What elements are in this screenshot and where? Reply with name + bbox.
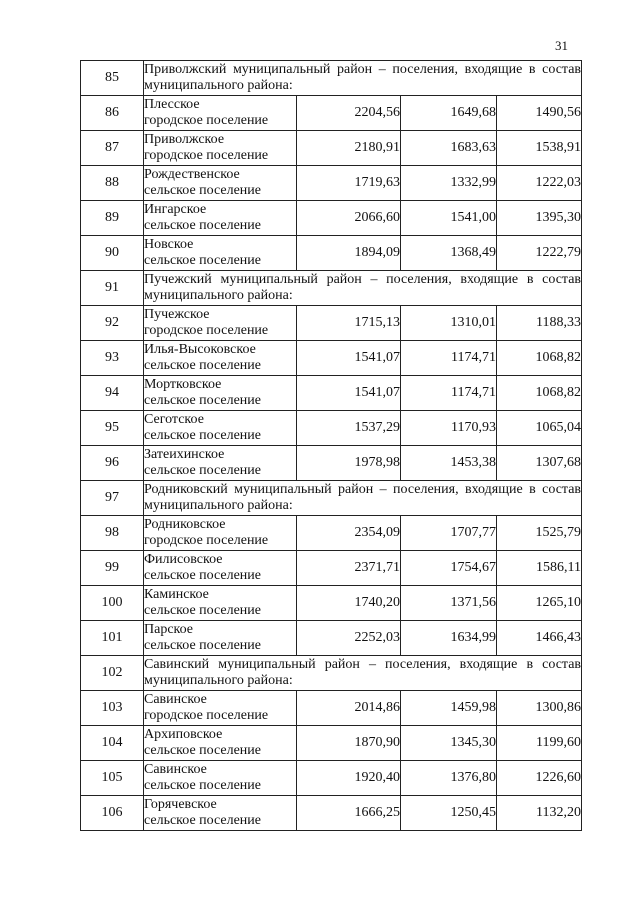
settlement-type: сельское поселение [144, 358, 261, 373]
value-col-1: 2180,91 [297, 131, 401, 166]
section-heading: Пучежский муниципальный район – поселения, входящие в состав муниципального района: [144, 271, 582, 306]
value-col-2: 1707,77 [401, 516, 497, 551]
table-row [81, 411, 582, 446]
row-number: 99 [81, 551, 144, 586]
settlement-title: Савинское [144, 762, 207, 777]
settlement-name [144, 306, 297, 341]
value-col-3: 1222,03 [497, 166, 582, 201]
settlement-name [144, 96, 297, 131]
settlement-title: Ингарское [144, 202, 207, 217]
value-col-1: 2066,60 [297, 201, 401, 236]
table-row [81, 131, 582, 166]
settlement-type: городское поселение [144, 533, 269, 548]
section-heading: Родниковский муниципальный район – поселения, входящие в состав муниципального района: [144, 481, 582, 516]
value-col-2: 1376,80 [401, 761, 497, 796]
row-number: 105 [81, 761, 144, 796]
value-col-1: 2371,71 [297, 551, 401, 586]
value-col-2: 1345,30 [401, 726, 497, 761]
settlement-name [144, 446, 297, 481]
value-col-3: 1199,60 [497, 726, 582, 761]
table-row [81, 166, 582, 201]
table-row [81, 201, 582, 236]
value-col-2: 1174,71 [401, 341, 497, 376]
settlement-type: городское поселение [144, 148, 269, 163]
settlement-name [144, 761, 297, 796]
table-row [81, 726, 582, 761]
settlement-title: Парское [144, 622, 194, 637]
row-number: 106 [81, 796, 144, 831]
value-col-1: 1870,90 [297, 726, 401, 761]
settlement-name [144, 236, 297, 271]
value-col-3: 1068,82 [497, 376, 582, 411]
row-number: 95 [81, 411, 144, 446]
value-col-3: 1525,79 [497, 516, 582, 551]
settlement-name [144, 166, 297, 201]
table-row [81, 691, 582, 726]
table-row [81, 236, 582, 271]
settlement-title: Плесское [144, 97, 200, 112]
value-col-2: 1250,45 [401, 796, 497, 831]
value-col-2: 1170,93 [401, 411, 497, 446]
settlement-type: сельское поселение [144, 568, 261, 583]
value-col-1: 2204,56 [297, 96, 401, 131]
row-number: 88 [81, 166, 144, 201]
settlement-type: сельское поселение [144, 603, 261, 618]
settlement-type: городское поселение [144, 113, 269, 128]
row-number: 94 [81, 376, 144, 411]
settlement-name [144, 621, 297, 656]
value-col-3: 1395,30 [497, 201, 582, 236]
section-row [81, 481, 582, 516]
row-number: 87 [81, 131, 144, 166]
value-col-3: 1307,68 [497, 446, 582, 481]
value-col-3: 1490,56 [497, 96, 582, 131]
row-number: 89 [81, 201, 144, 236]
settlement-type: городское поселение [144, 323, 269, 338]
value-col-1: 1920,40 [297, 761, 401, 796]
value-col-3: 1538,91 [497, 131, 582, 166]
row-number: 104 [81, 726, 144, 761]
settlement-type: сельское поселение [144, 813, 261, 828]
settlement-type: сельское поселение [144, 463, 261, 478]
value-col-2: 1649,68 [401, 96, 497, 131]
value-col-2: 1368,49 [401, 236, 497, 271]
settlement-title: Каминское [144, 587, 209, 602]
row-number: 98 [81, 516, 144, 551]
settlement-title: Пучежское [144, 307, 210, 322]
row-number: 103 [81, 691, 144, 726]
settlement-name [144, 411, 297, 446]
table-row [81, 96, 582, 131]
settlement-name [144, 131, 297, 166]
table-row [81, 796, 582, 831]
value-col-1: 1715,13 [297, 306, 401, 341]
settlement-type: сельское поселение [144, 393, 261, 408]
table-row [81, 551, 582, 586]
row-number: 96 [81, 446, 144, 481]
settlement-type: сельское поселение [144, 253, 261, 268]
settlement-title: Илья-Высоковское [144, 342, 256, 357]
settlement-title: Рождественское [144, 167, 240, 182]
settlement-name [144, 796, 297, 831]
settlement-title: Архиповское [144, 727, 223, 742]
row-number: 85 [81, 61, 144, 96]
value-col-1: 1740,20 [297, 586, 401, 621]
settlement-name [144, 201, 297, 236]
table-row [81, 761, 582, 796]
value-col-1: 1541,07 [297, 341, 401, 376]
settlement-type: городское поселение [144, 708, 269, 723]
value-col-3: 1466,43 [497, 621, 582, 656]
value-col-2: 1453,38 [401, 446, 497, 481]
settlement-title: Филисовское [144, 552, 223, 567]
value-col-2: 1174,71 [401, 376, 497, 411]
table-row [81, 621, 582, 656]
value-col-1: 1894,09 [297, 236, 401, 271]
settlement-title: Приволжское [144, 132, 225, 147]
value-col-3: 1265,10 [497, 586, 582, 621]
value-col-2: 1683,63 [401, 131, 497, 166]
settlement-name [144, 586, 297, 621]
table-row [81, 586, 582, 621]
row-number: 91 [81, 271, 144, 306]
settlement-name [144, 691, 297, 726]
value-col-1: 1719,63 [297, 166, 401, 201]
section-row [81, 61, 582, 96]
settlement-name [144, 551, 297, 586]
settlement-title: Родниковское [144, 517, 226, 532]
value-col-1: 2014,86 [297, 691, 401, 726]
section-row [81, 271, 582, 306]
section-heading: Приволжский муниципальный район – поселения, входящие в состав муниципального района: [144, 61, 582, 96]
settlement-title: Горячевское [144, 797, 217, 812]
value-col-2: 1332,99 [401, 166, 497, 201]
value-col-3: 1132,20 [497, 796, 582, 831]
table-row [81, 376, 582, 411]
row-number: 102 [81, 656, 144, 691]
value-col-3: 1226,60 [497, 761, 582, 796]
settlement-title: Мортковское [144, 377, 222, 392]
tariff-table [80, 60, 582, 831]
row-number: 100 [81, 586, 144, 621]
row-number: 92 [81, 306, 144, 341]
settlement-title: Савинское [144, 692, 207, 707]
settlement-type: сельское поселение [144, 638, 261, 653]
settlement-title: Сеготское [144, 412, 204, 427]
value-col-2: 1459,98 [401, 691, 497, 726]
value-col-2: 1541,00 [401, 201, 497, 236]
row-number: 101 [81, 621, 144, 656]
settlement-type: сельское поселение [144, 428, 261, 443]
table-row [81, 306, 582, 341]
settlement-title: Затеихинское [144, 447, 225, 462]
row-number: 93 [81, 341, 144, 376]
section-heading: Савинский муниципальный район – поселения, входящие в состав муниципального района: [144, 656, 582, 691]
value-col-1: 1541,07 [297, 376, 401, 411]
table-row [81, 341, 582, 376]
value-col-2: 1634,99 [401, 621, 497, 656]
settlement-type: сельское поселение [144, 778, 261, 793]
table-row [81, 516, 582, 551]
value-col-2: 1310,01 [401, 306, 497, 341]
row-number: 97 [81, 481, 144, 516]
settlement-name [144, 726, 297, 761]
section-row [81, 656, 582, 691]
settlement-type: сельское поселение [144, 218, 261, 233]
value-col-3: 1300,86 [497, 691, 582, 726]
value-col-3: 1188,33 [497, 306, 582, 341]
settlement-name [144, 341, 297, 376]
settlement-name [144, 516, 297, 551]
value-col-1: 1537,29 [297, 411, 401, 446]
value-col-2: 1371,56 [401, 586, 497, 621]
value-col-1: 1666,25 [297, 796, 401, 831]
page-number: 31 [555, 38, 568, 53]
value-col-3: 1068,82 [497, 341, 582, 376]
table-row [81, 446, 582, 481]
value-col-3: 1586,11 [497, 551, 582, 586]
value-col-2: 1754,67 [401, 551, 497, 586]
row-number: 90 [81, 236, 144, 271]
value-col-1: 2354,09 [297, 516, 401, 551]
value-col-1: 1978,98 [297, 446, 401, 481]
settlement-title: Новское [144, 237, 194, 252]
settlement-name [144, 376, 297, 411]
settlement-type: сельское поселение [144, 183, 261, 198]
row-number: 86 [81, 96, 144, 131]
value-col-3: 1065,04 [497, 411, 582, 446]
settlement-type: сельское поселение [144, 743, 261, 758]
value-col-1: 2252,03 [297, 621, 401, 656]
value-col-3: 1222,79 [497, 236, 582, 271]
